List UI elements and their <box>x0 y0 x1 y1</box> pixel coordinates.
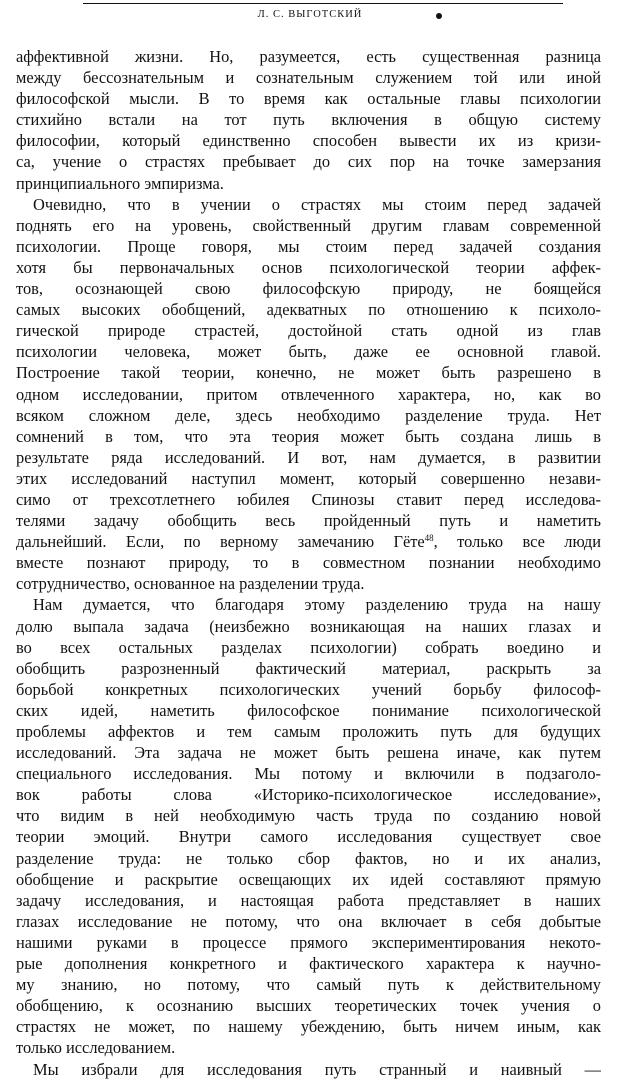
text-line: обобщению, к осознанию высших теоретических точек учения о <box>16 996 601 1016</box>
text-line: философии, который единственно способен вывести их из кризи- <box>16 131 601 151</box>
text-line: хотя бы первоначальных основ психологической теории аффек- <box>16 257 601 277</box>
text-line: му знанию, но потому, что самый путь к действительному <box>16 975 601 995</box>
text-line: вок работы слова «Историко-психологическое исследование», <box>16 785 601 805</box>
text-line: результате ряда исследований. И вот, нам думается, в развитии <box>16 447 601 467</box>
text-line: что видим в ней необходимую часть труда по созданию новой <box>16 806 601 826</box>
body-text <box>16 46 601 1080</box>
text-line: одном исследовании, притом отвлеченного характера, но, как во <box>16 384 601 404</box>
paragraph-start-line: Очевидно, что в учении о страстях мы стоим перед задачей <box>33 194 601 214</box>
footnote-ref[interactable]: 48 <box>424 533 434 544</box>
running-head: Л. С. ВЫГОТСКИЙ <box>257 9 363 20</box>
text-line: поднять его на уровень, свойственный другим главам современной <box>16 215 601 235</box>
text-line: психологии человека, может быть, даже ее основной главой. <box>16 342 601 362</box>
text-line: симо от трехсотлетнего юбилея Спинозы ставит перед исследова- <box>16 489 601 509</box>
text-line: Построение такой теории, конечно, не может быть разрешено в <box>16 363 601 383</box>
text-line: психологии. Проще говоря, мы стоим перед задачей создания <box>16 236 601 256</box>
text-line: сомнений в том, что эта теория может быть создана лишь в <box>16 426 601 446</box>
text-line: гической природе страстей, достойной стать одной из глав <box>16 321 601 341</box>
text-line: исследований. Эта задача не может быть решена иначе, как путем <box>16 743 601 763</box>
text-line: только исследованием. <box>16 1038 176 1058</box>
text-line: борьбой конкретных психологических учений борьбу философ- <box>16 679 601 699</box>
text-line: аффективной жизни. Но, разумеется, есть существенная разница <box>16 47 601 66</box>
text-line: во всех остальных разделах психологии) собрать воедино и <box>16 637 601 657</box>
text-line: всяком сложном деле, здесь необходимо разделение труда. Нет <box>16 405 601 425</box>
text-line: са, учение о страстях пребывает до сих пор на точке замерзания <box>16 152 601 172</box>
text-line: глазах исследование не потому, что она включает в себя добытые <box>16 911 601 931</box>
text-line: долю выпала задача (неизбежно возникающая на наших глазах и <box>16 616 601 636</box>
text-line: проблемы аффектов и тем самым проложить путь для будущих <box>16 722 601 741</box>
text-line: самых высоких обобщений, адекватных по отношению к психоло- <box>16 300 601 320</box>
text-line: теории эмоций. Внутри самого исследования существует свое <box>16 827 601 847</box>
text-line-with-footnote <box>16 531 601 552</box>
text-line: обобщить разрозненный фактический материал, раскрыть за <box>16 658 601 678</box>
text-segment: , только все люди <box>433 532 601 552</box>
text-line: ских идей, наметить философское понимание психологической <box>16 700 601 720</box>
paragraph-start-line: Мы избрали для исследования путь странный и наивный — <box>33 1059 601 1079</box>
text-line: нашими руками в процессе прямого экспериментирования некото- <box>16 932 601 952</box>
text-line: обобщение и раскрытие освещающих их идей составляют прямую <box>16 869 601 889</box>
text-line: разделение труда: не только сбор фактов, но и их анализ, <box>16 848 601 868</box>
text-line: специального исследования. Мы потому и включили в подзаголо- <box>16 764 601 784</box>
text-line: сотрудничество, основанное на разделении труда. <box>16 574 365 594</box>
text-line: задачу исследования, и настоящая работа представляет в наших <box>16 890 601 910</box>
header-rule <box>83 3 563 4</box>
text-line: этих исследований наступил момент, который совершенно незави- <box>16 468 601 488</box>
text-line: между бессознательным и сознательным служением той или иной <box>16 68 601 88</box>
text-line: вместе познают природу, то в совместном познании необходимо <box>16 553 601 573</box>
text-line: телями задачу обобщить весь пройденный путь и наметить <box>16 511 601 531</box>
text-line: рые дополнения конкретного и фактического характера к научно- <box>16 954 601 974</box>
text-line: стихийно встали на тот путь включения в общую систему <box>16 110 601 130</box>
paragraph-start-line: Нам думается, что благодаря этому разделению труда на нашу <box>33 595 601 615</box>
text-line: тов, осознающей свою философскую природу, не боящейся <box>16 279 601 299</box>
text-line: философской мысли. В то время как остальные главы психологии <box>16 89 601 109</box>
text-line: страстях не может, по нашему убеждению, быть ничем иным, как <box>16 1017 601 1037</box>
bullet-mark <box>436 13 442 19</box>
text-segment: дальнейший. Если, по верному замечанию Гёте <box>16 532 425 552</box>
text-line: принципиального эмпиризма. <box>16 173 224 193</box>
